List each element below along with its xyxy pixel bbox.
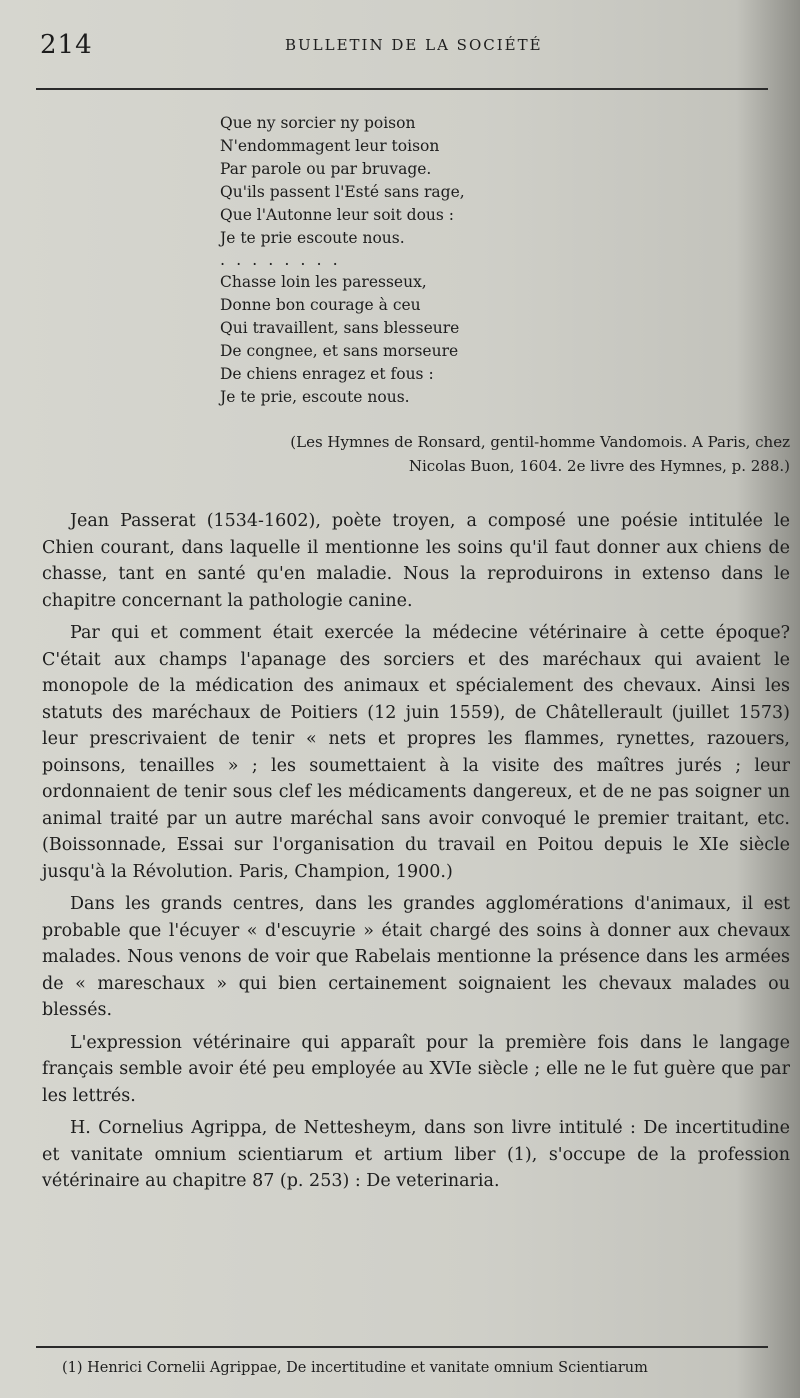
poem-ellipsis: ........ [220, 250, 349, 269]
footnote-rule [36, 1346, 768, 1348]
poem-line: Donne bon courage à ceu [220, 296, 421, 314]
paragraph: Jean Passerat (1534-1602), poète troyen, a composé une poésie intitulée le Chien courant, dans laquelle il mentionne les soins qu'il faut donner aux chiens de chasse, tant en santé qu'en maladie. Nous la reproduirons in extenso dans le chapitre concernant la pathologie canine. [42, 511, 790, 611]
poem-line: N'endommagent leur toison [220, 137, 440, 155]
poem-excerpt [220, 112, 640, 409]
poem-line: Je te prie, escoute nous. [220, 388, 410, 406]
poem-line: Que ny sorcier ny poison [220, 114, 416, 132]
poem-line: Qu'ils passent l'Esté sans rage, [220, 183, 465, 201]
citation-line: Nicolas Buon, 1604. 2e livre des Hymnes, p. 288.) [408, 457, 790, 475]
paragraph: Par qui et comment était exercée la médecine vétérinaire à cette époque? C'était aux champs l'apanage des sorciers et des maréchaux qui avaient le monopole de la médication des animaux et spécialement des chevaux. Ainsi les statuts des maréchaux de Poitiers (12 juin 1559), de Châtellerault (juillet 1573) leur prescrivaient de tenir « nets et propres les flammes, rynettes, razouers, poinsons, tenailles » ; les soumettaient à la visite des maîtres jurés ; leur ordonnaient de tenir sous clef les médicaments dangereux, et de ne pas soigner un animal traité par un autre maréchal sans avoir convoqué le premier traitant, etc. (Boissonnade, Essai sur l'organisation du travail en Poitou depuis le XIe siècle jusqu'à la Révolution. Paris, Champion, 1900.) [42, 623, 790, 882]
paragraph: Dans les grands centres, dans les grandes agglomérations d'animaux, il est probable que l'écuyer « d'escuyrie » était chargé des soins à donner aux chevaux malades. Nous venons de voir que Rabelais mentionne la présence dans les armées de « mareschaux » qui bien certainement soignaient les chevaux malades ou blessés. [42, 894, 790, 1020]
citation-line: (Les Hymnes de Ronsard, gentil-homme Vandomois. A Paris, chez [290, 433, 790, 451]
running-head: BULLETIN DE LA SOCIÉTÉ [285, 36, 543, 54]
page-header [40, 30, 760, 70]
paragraph: L'expression vétérinaire qui apparaît pour la première fois dans le langage français semble avoir été peu employée au XVIe siècle ; elle ne le fut guère que par les lettrés. [42, 1032, 790, 1106]
poem-line: De chiens enragez et fous : [220, 365, 434, 383]
header-rule [36, 88, 768, 90]
poem-line: Chasse loin les paresseux, [220, 273, 427, 291]
poem-line: Je te prie escoute nous. [220, 229, 405, 247]
poem-line: Qui travaillent, sans blesseure [220, 319, 460, 337]
poem-line: De congnee, et sans morseure [220, 342, 459, 360]
poem-citation [100, 430, 790, 478]
page-number: 214 [40, 30, 93, 60]
poem-line: Que l'Autonne leur soit dous : [220, 206, 454, 224]
body-text [42, 508, 790, 1201]
poem-line: Par parole ou par bruvage. [220, 160, 432, 178]
footnote: (1) Henrici Cornelii Agrippae, De incertitudine et vanitate omnium Scientiarum [62, 1360, 648, 1376]
paragraph: H. Cornelius Agrippa, de Nettesheym, dans son livre intitulé : De incertitudine et vanitate omnium scientiarum et artium liber (1), s'occupe de la profession vétérinaire au chapitre 87 (p. 253) : De veterinaria. [42, 1118, 790, 1191]
